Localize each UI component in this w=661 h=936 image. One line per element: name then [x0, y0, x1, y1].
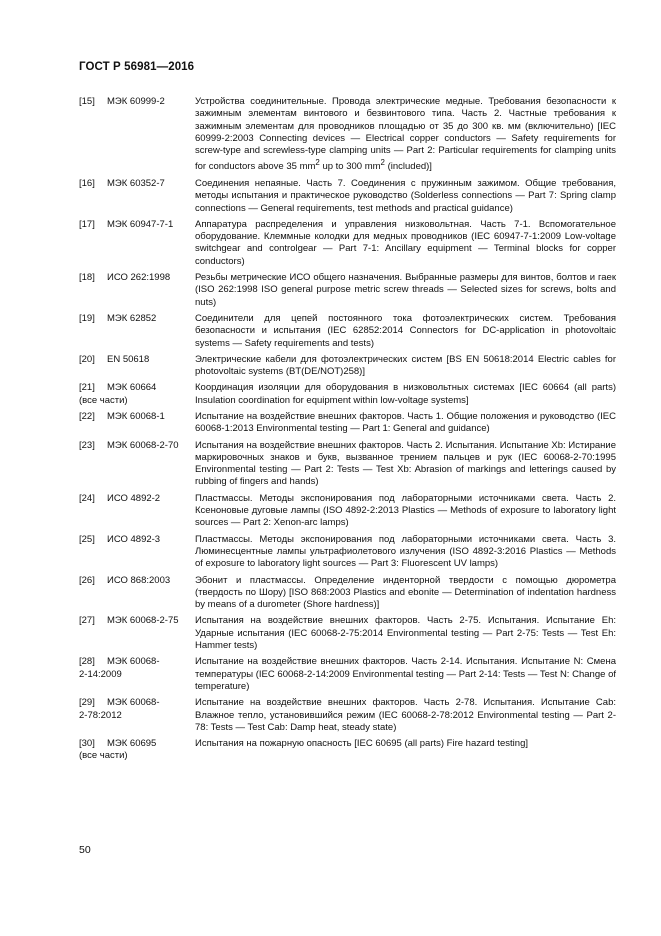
reference-id [79, 697, 195, 734]
reference-description: Аппаратура распределения и управления низковольтная. Часть 7-1. Вспомогательное оборудование. Клеммные колодки для медных проводников (IEC 60947-7-1:2009 Low-voltage switchgear and controlgear — Part 7-1: Ancillary equipment — Terminal blocks for copper conductors) [195, 218, 616, 267]
reference-entry [79, 178, 616, 215]
reference-id [79, 272, 195, 309]
reference-standard: МЭК 60068- [107, 656, 160, 668]
reference-id [79, 575, 195, 612]
reference-standard-note: (все части) [79, 750, 128, 762]
reference-description: Пластмассы. Методы экспонирования под лабораторными источниками света. Часть 3. Люминесцентные лампы ультрафиолетового излучения (ISO 4892-3:2016 Plastics — Methods of exposure to laboratory light sources — Part 3: Fluorescent UV lamps) [195, 533, 616, 570]
reference-description: Соединения непаяные. Часть 7. Соединения с пружинным зажимом. Общие требования, методы испытания и практическое руководство (Solderless connections — Part 7: Spring clamp connections — General requirements, test methods and practical guidance) [195, 177, 616, 214]
reference-number: [25] [79, 533, 95, 545]
reference-id [79, 354, 195, 379]
reference-standard: МЭК 60068- [107, 697, 160, 709]
reference-description: Эбонит и пластмассы. Определение инденторной твердости с помощью дюрометра (твердость по Шору) [ISO 868:2003 Plastics and ebonite — Determination of indentation hardness by means of a durometer (Shore hardness)] [195, 574, 616, 611]
reference-number: [17] [79, 218, 95, 230]
reference-id [79, 313, 195, 350]
reference-entry [79, 440, 616, 489]
reference-description: Пластмассы. Методы экспонирования под лабораторными источниками света. Часть 2. Ксеноновые дуговые лампы (ISO 4892-2:2013 Plastics — Methods of exposure to laboratory light sources — Part 2: Xenon-arc lamps) [195, 492, 616, 529]
reference-description: Испытания на воздействие внешних факторов. Часть 2-75. Испытания. Испытание Eh: Ударные испытания (IEC 60068-2-75:2014 Environmental testing — Part 2-75: Tests — Test Eh: Hammer tests) [195, 615, 616, 652]
reference-entry [79, 656, 616, 693]
reference-id [79, 178, 195, 215]
reference-entry [79, 411, 616, 436]
reference-number: [15] [79, 96, 95, 107]
reference-description: Резьбы метрические ИСО общего назначения. Выбранные размеры для винтов, болтов и гаек (ISO 262:1998 ISO general purpose metric screw threads — Selected sizes for screws, bolts and nuts) [195, 272, 616, 308]
reference-entry [79, 382, 616, 407]
reference-standard: МЭК 60068-1 [107, 410, 165, 422]
reference-standard: МЭК 60947-7-1 [107, 218, 174, 230]
reference-number: [18] [79, 272, 95, 284]
reference-standard-note: 2-14:2009 [79, 668, 122, 680]
reference-number: [24] [79, 492, 95, 504]
reference-description: Соединители для цепей постоянного тока фотоэлектрических систем. Требования безопасности и испытания (IEC 62852:2014 Connectors for DC-application in photovoltaic systems — Safety requirements and tests) [195, 312, 616, 349]
references-list [79, 96, 616, 767]
reference-entry [79, 354, 616, 379]
reference-id [79, 96, 195, 174]
reference-number: [27] [79, 615, 95, 627]
reference-entry [79, 697, 616, 734]
reference-description: Испытания на пожарную опасность [IEC 60695 (all parts) Fire hazard testing] [195, 738, 528, 750]
reference-entry [79, 615, 616, 652]
page-number: 50 [79, 844, 91, 856]
reference-id [79, 534, 195, 571]
reference-entry [79, 219, 616, 268]
reference-standard: ИСО 262:1998 [107, 272, 171, 284]
reference-id [79, 382, 195, 407]
reference-description: Испытания на воздействие внешних факторов. Часть 2. Испытания. Испытание Xb: Истирание маркировочных знаков и букв, вызванное трением пальцев и рук (IEC 60068-2-70:1995 Environmental testing — Part 2: Tests — Test Xb: Abrasion of markings and letterings caused by rubbing of fingers and hands) [195, 439, 616, 488]
reference-entry [79, 534, 616, 571]
reference-entry [79, 96, 616, 174]
reference-id [79, 219, 195, 268]
reference-number: [16] [79, 177, 95, 189]
reference-number: [26] [79, 574, 95, 586]
document-header: ГОСТ Р 56981—2016 [79, 61, 195, 73]
reference-description: Электрические кабели для фотоэлектрических систем [BS EN 50618:2014 Electric cables for photovoltaic systems (BT(DE/NOT)258)] [195, 353, 616, 378]
reference-entry [79, 493, 616, 530]
reference-standard: ИСО 4892-2 [107, 492, 161, 504]
reference-standard: МЭК 60695 [107, 738, 157, 750]
reference-id [79, 440, 195, 489]
reference-entry [79, 313, 616, 350]
reference-description: Испытание на воздействие внешних факторов. Часть 2-78. Испытания. Испытание Cab: Влажное тепло, установившийся режим (IEC 60068-2-78:2012 Environmental testing — Part 2-78: Tests — Test Cab: Damp heat, steady state) [195, 697, 616, 733]
reference-standard: МЭК 60999-2 [107, 96, 165, 107]
reference-id [79, 656, 195, 693]
reference-description: Испытание на воздействие внешних факторов. Часть 1. Общие положения и руководство (IEC 60068-1:2013 Environmental testing — Part 1: General and guidance) [195, 410, 616, 435]
reference-id [79, 493, 195, 530]
reference-number: [28] [79, 656, 95, 668]
reference-standard: ИСО 4892-3 [107, 533, 161, 545]
reference-standard: МЭК 60664 [107, 382, 157, 394]
reference-number: [29] [79, 697, 95, 709]
reference-id [79, 738, 195, 763]
reference-standard-note: (все части) [79, 394, 128, 406]
reference-standard: МЭК 60352-7 [107, 177, 165, 189]
reference-standard: EN 50618 [107, 353, 150, 365]
reference-description: Координация изоляции для оборудования в низковольтных системах [IEC 60664 (all parts) Insulation coordination for equipment within low-voltage systems] [195, 382, 616, 406]
reference-id [79, 411, 195, 436]
reference-standard: МЭК 60068-2-70 [107, 439, 179, 451]
reference-number: [22] [79, 410, 95, 422]
reference-standard-note: 2-78:2012 [79, 709, 122, 721]
reference-standard: МЭК 60068-2-75 [107, 615, 179, 627]
reference-description: Испытание на воздействие внешних факторов. Часть 2-14. Испытания. Испытание N: Смена температуры (IEC 60068-2-14:2009 Environmental testing — Part 2-14: Tests — Test N: Change of temperature) [195, 656, 616, 692]
reference-number: [20] [79, 353, 95, 365]
reference-number: [19] [79, 312, 95, 324]
reference-entry [79, 575, 616, 612]
reference-number: [30] [79, 738, 95, 750]
reference-number: [23] [79, 439, 95, 451]
reference-entry [79, 272, 616, 309]
reference-entry [79, 738, 616, 763]
reference-standard: МЭК 62852 [107, 312, 157, 324]
reference-description: Устройства соединительные. Провода электрические медные. Требования безопасности к зажимным элементам винтового и безвинтового типа. Часть 2. Частные требования к зажимным элементам для проводников площадью от 35 до 300 кв. мм (включительно) [IEC 60999-2:2003 Connecting devices — Electrical copper conductors — Safety requirements for screw-type and screwless-type clamping units — Part 2: Particular requirements for clamping units for conductors above 35 $mm^2$ up to 300 $mm^2$ (included)] [195, 96, 616, 173]
reference-id [79, 615, 195, 652]
reference-number: [21] [79, 382, 95, 394]
reference-standard: ИСО 868:2003 [107, 574, 171, 586]
